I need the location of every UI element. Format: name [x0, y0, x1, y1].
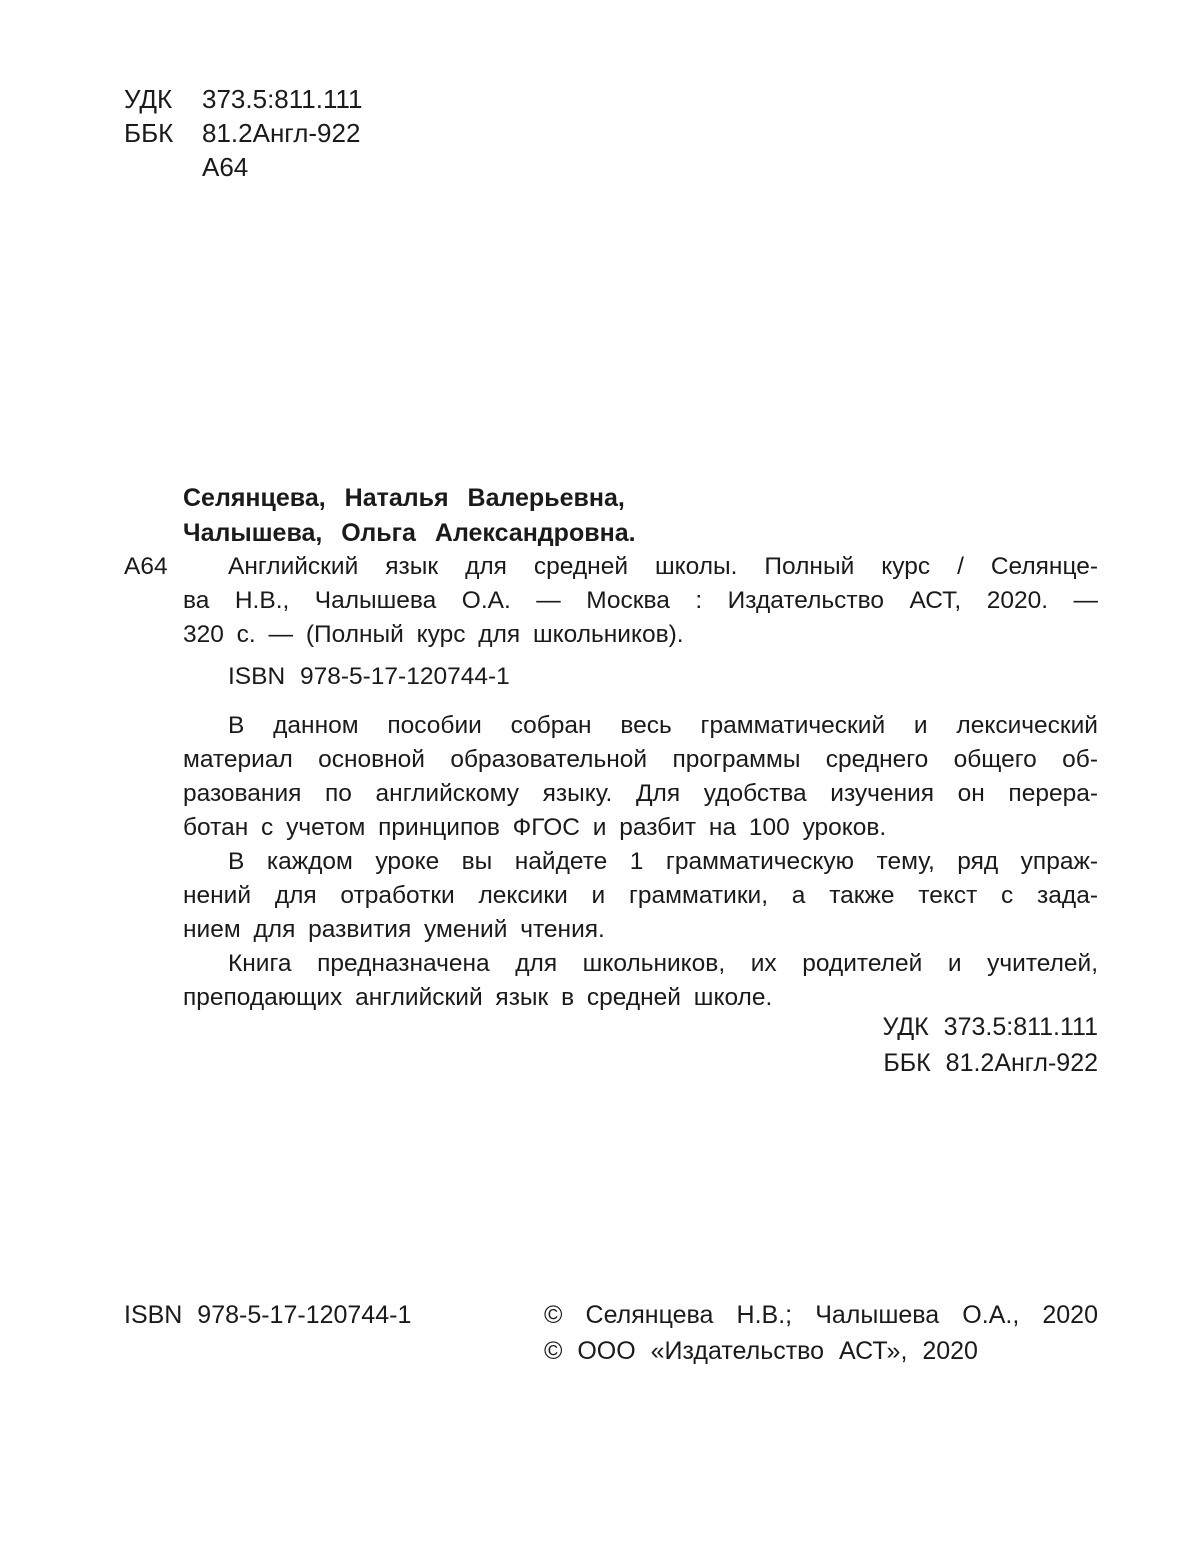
footer-isbn: ISBN 978-5-17-120744-1 [124, 1301, 412, 1329]
authors-block [183, 481, 636, 551]
annotation-line: ботан с учетом принципов ФГОС и разбит на 100 уроков. [183, 814, 887, 841]
bib-mark: А64 [124, 553, 168, 580]
author-mark: А64 [202, 152, 249, 182]
udk-value: 373.5:811.111 [202, 84, 363, 114]
udk-label: УДК [124, 84, 173, 114]
annotation-line: В данном пособии собран весь грамматический и лексический [228, 712, 1098, 739]
bib-line-2: ва Н.В., Чалышева О.А. — Москва : Издательство АСТ, 2020. — [183, 587, 1098, 614]
bib-isbn: ISBN 978-5-17-120744-1 [228, 663, 510, 690]
right-udk: УДК 373.5:811.111 [882, 1013, 1098, 1041]
annotation-line: В каждом уроке вы найдете 1 грамматическую тему, ряд упраж- [228, 848, 1098, 875]
annotation-paragraph-1 [183, 709, 1098, 845]
author-2: Чалышева, Ольга Александровна. [183, 519, 636, 547]
bbk-value: 81.2Англ-922 [202, 118, 361, 148]
bbk-code [124, 116, 360, 150]
annotation-line: разования по английскому языку. Для удобства изучения он перера- [183, 780, 1098, 807]
copyright-publisher: © ООО «Издательство АСТ», 2020 [544, 1337, 978, 1365]
copyright-authors: © Селянцева Н.В.; Чалышева О.А., 2020 [544, 1301, 1098, 1329]
bbk-label: ББК [124, 118, 174, 148]
annotation-line: нием для развития умений чтения. [183, 916, 605, 943]
right-codes [882, 1009, 1098, 1081]
annotation-paragraph-3 [183, 947, 1098, 1015]
bibliographic-record [183, 550, 1098, 652]
udk-code [124, 82, 362, 116]
annotation-paragraph-2 [183, 845, 1098, 947]
annotation-line: преподающих английский язык в средней школе. [183, 984, 773, 1011]
annotation-line: нений для отработки лексики и грамматики, а также текст с зада- [183, 882, 1098, 909]
bib-line-1: Английский язык для средней школы. Полный курс / Селянце- [228, 553, 1098, 580]
author-1: Селянцева, Наталья Валерьевна, [183, 484, 625, 512]
annotation-line: Книга предназначена для школьников, их родителей и учителей, [228, 950, 1098, 977]
annotation-line: материал основной образовательной программы среднего общего об- [183, 746, 1098, 773]
right-bbk: ББК 81.2Англ-922 [883, 1049, 1098, 1077]
bib-line-3: 320 с. — (Полный курс для школьников). [183, 621, 684, 648]
